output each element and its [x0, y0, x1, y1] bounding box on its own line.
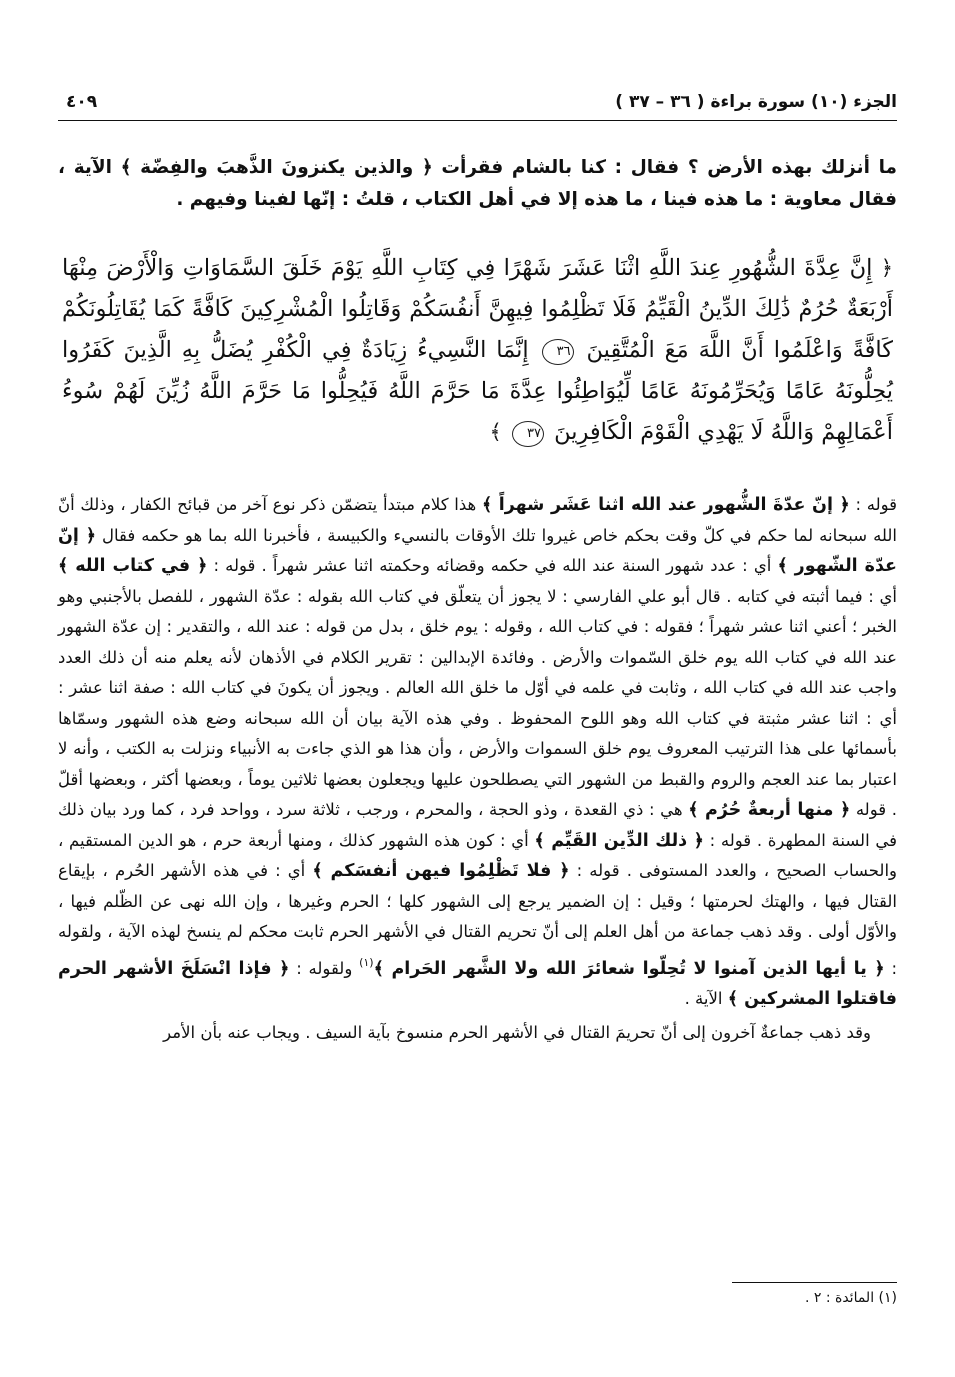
commentary-text: الآية . [684, 989, 723, 1008]
footnote-separator [732, 1282, 897, 1283]
verse-number-36: ٣٦ [542, 339, 574, 365]
footnote-marker[interactable]: (١) [359, 955, 374, 969]
commentary-paragraph-1 [58, 490, 897, 1015]
verse-36-text: إِنَّ عِدَّةَ الشُّهُورِ عِندَ اللَّهِ اثْنَا عَشَرَ شَهْرًا فِي كِتَابِ اللَّهِ يَوْمَ خَلَقَ السَّمَاوَاتِ وَالْأَرْضَ مِنْهَا أَرْبَعَةٌ حُرُمٌ ذَٰلِكَ الدِّينُ الْقَيِّمُ فَلَا تَظْلِمُوا فِيهِنَّ أَنفُسَكُمْ وَقَاتِلُوا الْمُشْرِكِينَ كَافَّةً كَمَا يُقَاتِلُونَكُمْ كَافَّةً وَاعْلَمُوا أَنَّ اللَّهَ مَعَ الْمُتَّقِينَ [62, 255, 893, 363]
page-header [58, 92, 897, 121]
running-title: الجزء (١٠) سورة براءة ( ٣٦ – ٣٧ ) [615, 92, 897, 112]
commentary-text: أي : فيما أثبته في كتابه . قال أبو علي الفارسي : لا يجوز أن يتعلّق في كتاب الله بقوله : عدّة الشهور ، للفصل بالأجنبي وهو الخبر ؛ أعني اثنا عشر شهراً ؛ فقوله : في كتاب الله ، وقوله : يوم خلق ، بدل من قوله : عند الله ، والتقدير : إن عدّة الشهور عند الله في كتاب الله يوم خلق السّموات والأرض . وفائدة الإبدالين : تقرير الكلام في الأذهان لأنه يعلم منه أن ذلك العدد واجب عند الله في كتاب الله ، وثابت في علمه في أوّل ما خلق الله العالم . ويجوز أن يكونَ في كتاب الله : صفة اثنا عشر : أي : اثنا عشر مثبتة في كتاب الله وهو اللوح المحفوظ . وفي هذه الآية بيان أن الله سبحانه وضع هذه الشهور وسمّاها بأسمائها على هذا الترتيب المعروف يوم خلق السموات والأرض ، وأن هذا هو الذي جاءت به الأنبياء ونزلت به الكتب ، وأنه لا اعتبار بما عند العجم والروم والقبط من الشهور التي يصطلحون عليها ويجعلون بعضها ثلاثين يوماً ، وبعضها أكثر ، وبعضها أقلّ . قوله [58, 586, 897, 819]
commentary-text: أي : كون هذه الشهور كذلك ، ومنها أربعة حرم ، هو الدين المستقيم ، والحساب الصحيح ، والعدد المستوفى . قوله : [58, 830, 898, 880]
page-number: ٤٠٩ [66, 92, 98, 112]
commentary-text: هي : ذي القعدة ، وذو الحجة ، والمحرم ، ورجب ، ثلاثة سرد ، وواحد فرد ، كما ورد بيان ذلك في السنة المطهرة . قوله : [58, 800, 897, 850]
footnote: (١) المائدة : ٢ . [804, 1290, 897, 1306]
commentary-text: قوله : [855, 495, 898, 514]
quoted-verse: ﴿ إنّ عدّةَ الشُّهور عند الله اثنا عَشَر شهراً ﴾ [481, 495, 850, 515]
quoted-verse: ﴿ يا أيها الذين آمنوا لا تُحِلّوا شعائرَ الله ولا الشَّهر الحَرام ﴾ [373, 958, 885, 979]
quoted-verse: ﴿ في كتاب الله ﴾ [58, 556, 208, 576]
commentary [58, 490, 897, 1048]
quoted-verse: ﴿ ذلك الدِّين القَيِّم ﴾ [534, 830, 704, 851]
quoted-verse: ﴿ إنّ عدّة الشّهور ﴾ [58, 525, 898, 576]
quoted-verse: ﴿ فإذا انْسَلَخَ الأشهر الحرم فاقتلوا المشركين ﴾ [58, 958, 897, 1009]
commentary-text: أي : عدد شهور السنة عند الله في حكمه وقضائه وحكمته اثنا عشر شهراً . قوله : [213, 556, 772, 575]
verse-open-bracket: ﴿ [880, 256, 893, 280]
commentary-text: ولقوله : [296, 958, 353, 978]
verse-37-text: إِنَّمَا النَّسِيءُ زِيَادَةٌ فِي الْكُفْرِ يُضَلُّ بِهِ الَّذِينَ كَفَرُوا يُحِلُّونَهُ عَامًا وَيُحَرِّمُونَهُ عَامًا لِّيُوَاطِئُوا عِدَّةَ مَا حَرَّمَ اللَّهُ فَيُحِلُّوا مَا حَرَّمَ اللَّهُ زُيِّنَ لَهُمْ سُوءُ أَعْمَالِهِمْ وَاللَّهُ لَا يَهْدِي الْقَوْمَ الْكَافِرِينَ [62, 337, 893, 445]
commentary-text: هذا كلام مبتدأ يتضمّن ذكر نوع آخر من قبائح الكفار ، وذلك أنّ الله سبحانه لما حكم في كلّ وقت بحكم خاص غيروا تلك الأوقات بالنسيء والكبيسة ، فأخبرنا الله بما هو حكمه فقال [58, 495, 897, 545]
quoted-verse: ﴿ منها أربعةٌ حُرُم ﴾ [688, 800, 851, 820]
verse-number-37: ٣٧ [512, 421, 544, 447]
verse-close-bracket: ﴾ [489, 420, 502, 444]
commentary-paragraph-2: وقد ذهب جماعةٌ آخرون إلى أنّ تحريمَ القتال في الأشهر الحرم منسوخ بآية السيف . ويجاب عنه بأن الأمر [163, 1022, 871, 1042]
commentary-text: أي : في هذه الأشهر الحُرم ، بإيقاع القتال فيها ، والهتك لحرمتها ؛ وقيل : إن الضمير يرجع إلى الشهور كلها ؛ الحرم وغيرها ، وإن الله نهى عن الظّلم فيها ، والأوّل أولى . وقد ذهب جماعة من أهل العلم إلى أنّ تحريم القتال في الأشهر الحرم ثابت محكم لم ينسخ لهذه الآية ، ولقوله : [58, 861, 898, 978]
intro-paragraph: ما أنزلك بهذه الأرض ؟ فقال : كنا بالشام فقرأت ﴿ والذين يكنزونَ الذَّهبَ والفِضّة ﴾ الآية ، فقال معاوية : ما هذه فينا ، ما هذه إلا في أهل الكتاب ، قلتُ : إنّها لفينا وفيهم . [58, 157, 897, 210]
quran-verse-block [62, 248, 893, 453]
quoted-verse: ﴿ فلا تَظْلِمُوا فيهن أنفسَكم ﴾ [312, 861, 570, 881]
